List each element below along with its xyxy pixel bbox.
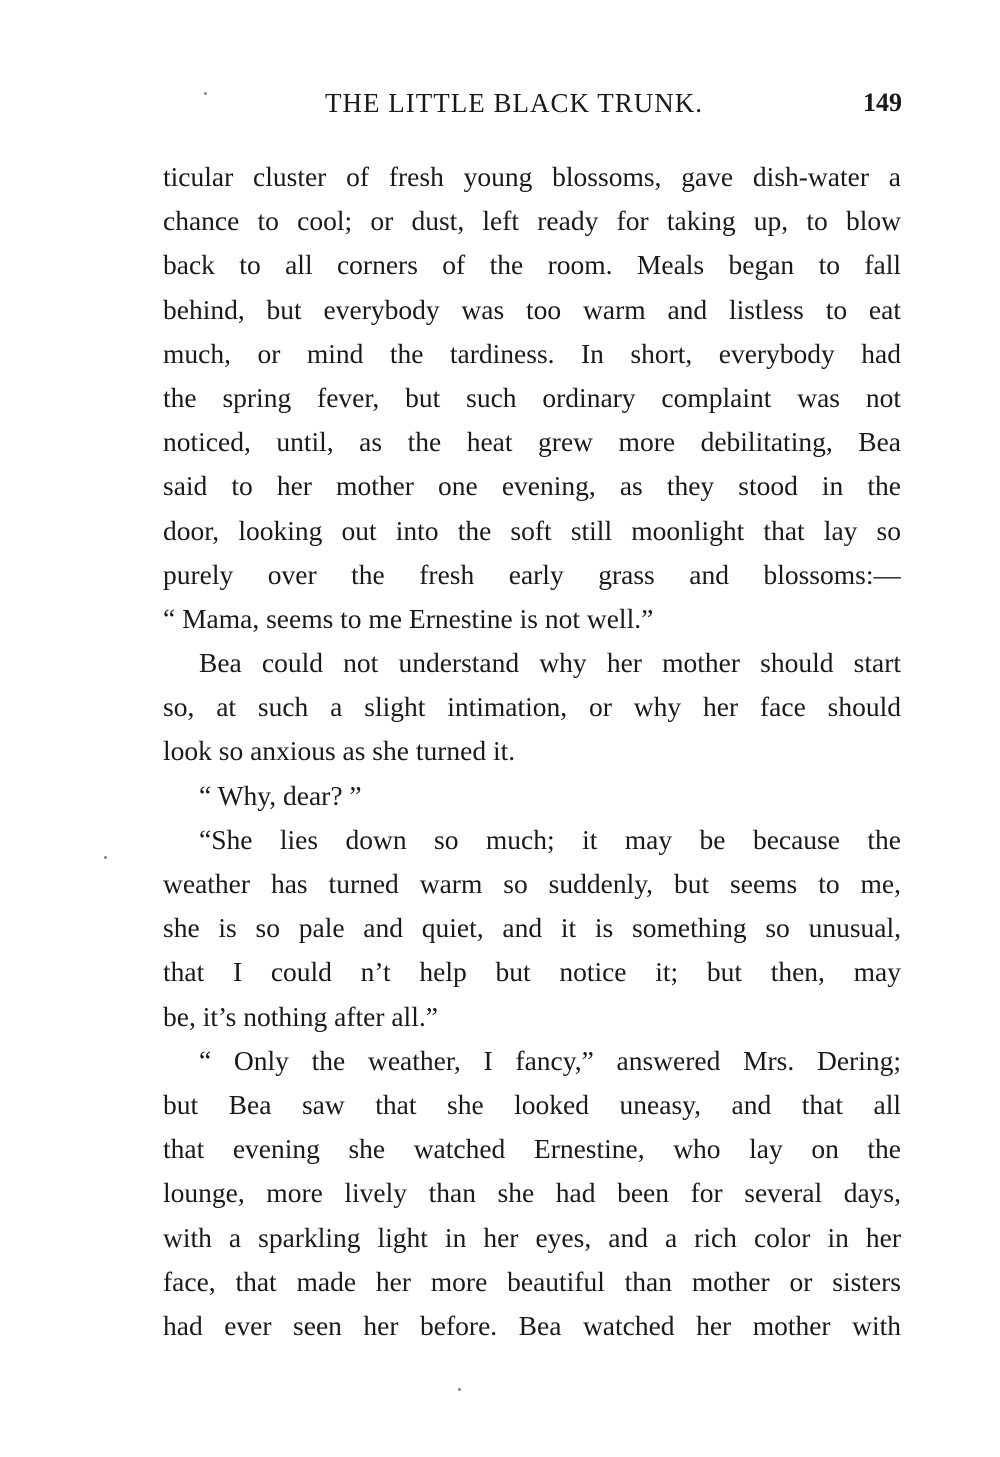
text-line: weather has turned warm so suddenly, but seems to me, bbox=[163, 868, 901, 899]
text-line: purely over the fresh early grass and blossoms:— bbox=[163, 558, 901, 590]
running-title: THE LITTLE BLACK TRUNK. bbox=[325, 88, 703, 118]
body-text bbox=[163, 155, 901, 1348]
text-line: behind, but everybody was too warm and listless to eat bbox=[163, 293, 901, 325]
text-line: that I could n’t help but notice it; but then, may bbox=[163, 956, 901, 988]
print-speck bbox=[204, 92, 207, 95]
print-speck bbox=[458, 1388, 461, 1391]
text-line: lounge, more lively than she had been for several days, bbox=[163, 1177, 901, 1209]
text-line: with a sparkling light in her eyes, and a rich color in her bbox=[163, 1221, 901, 1253]
text-line: noticed, until, as the heat grew more debilitating, Bea bbox=[163, 426, 901, 458]
text-line: face, that made her more beautiful than mother or sisters bbox=[163, 1265, 901, 1297]
text-line: “ Why, dear? ” bbox=[199, 779, 362, 811]
print-speck bbox=[104, 856, 107, 859]
text-line: “ Only the weather, I fancy,” answered Mrs. Dering; bbox=[199, 1044, 901, 1076]
text-line: chance to cool; or dust, left ready for taking up, to blow bbox=[163, 205, 901, 237]
text-line: door, looking out into the soft still moonlight that lay so bbox=[163, 514, 901, 546]
text-line: Bea could not understand why her mother should start bbox=[199, 647, 901, 679]
text-line: but Bea saw that she looked uneasy, and that all bbox=[163, 1088, 901, 1120]
text-line: much, or mind the tardiness. In short, everybody had bbox=[163, 337, 901, 369]
text-line: look so anxious as she turned it. bbox=[163, 735, 516, 767]
text-line: had ever seen her before. Bea watched her mother with bbox=[163, 1309, 901, 1341]
text-line: that evening she watched Ernestine, who lay on the bbox=[163, 1133, 901, 1165]
text-line: said to her mother one evening, as they stood in the bbox=[163, 470, 901, 502]
text-line: ticular cluster of fresh young blossoms, gave dish-water a bbox=[163, 161, 901, 192]
text-line: be, it’s nothing after all.” bbox=[163, 1000, 438, 1032]
text-line: “ Mama, seems to me Ernestine is not well.” bbox=[163, 602, 654, 634]
text-line: “She lies down so much; it may be because the bbox=[199, 823, 901, 855]
page-header bbox=[0, 88, 1000, 124]
text-line: so, at such a slight intimation, or why her face should bbox=[163, 691, 901, 723]
text-line: back to all corners of the room. Meals began to fall bbox=[163, 249, 901, 281]
page-number: 149 bbox=[863, 88, 902, 117]
text-line: the spring fever, but such ordinary complaint was not bbox=[163, 381, 901, 413]
text-line: she is so pale and quiet, and it is something so unusual, bbox=[163, 912, 901, 944]
